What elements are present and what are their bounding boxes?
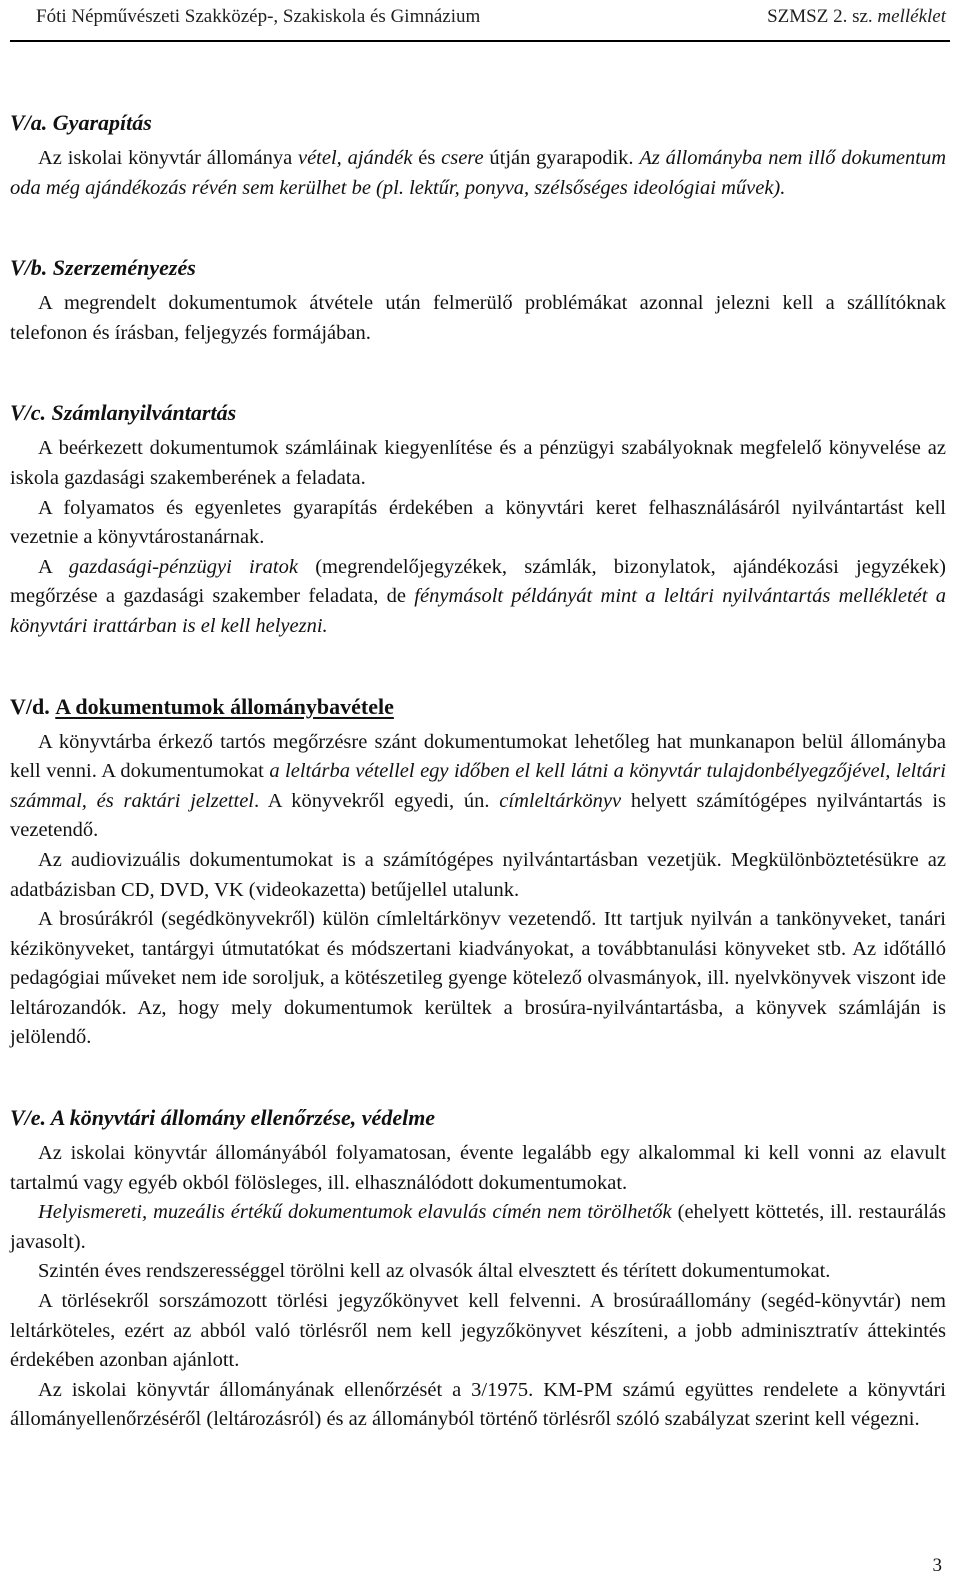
section-gyarapitas xyxy=(10,102,946,203)
section-title: V/a. Gyarapítás xyxy=(10,110,152,135)
paragraph: A folyamatos és egyenletes gyarapítás érdekében a könyvtári keret felhasználásáról nyilvántartást kell vezetnie a könyvtárostanárnak. xyxy=(10,496,946,549)
section-szamlanyilvantartas xyxy=(10,392,946,641)
text-run-italic: vétel, ajándék xyxy=(297,147,413,169)
paragraph: A megrendelt dokumentumok átvétele után felmerülő problémákat azonnal jelezni kell a szállítóknak telefonon és írásban, feljegyzés formájában. xyxy=(10,292,946,344)
text-run-italic: a leltárba vétellel egy időben el kell látni a könyvtár tulajdonbélyegzőjével, leltári számmal, és raktári jelzettel xyxy=(10,760,946,812)
paragraph: A beérkezett dokumentumok számláinak kiegyenlítése és a pénzügyi szabályoknak megfelelő könyvelése az iskola gazdasági szakemberének a feladata. xyxy=(10,437,946,489)
text-run: A könyvtárba érkező tartós megőrzésre szánt dokumentumokat lehetőleg hat munkanapon belül állományba kell venni. A dokumentumokat xyxy=(10,730,946,783)
section-title-text: A dokumentumok állománybavétele xyxy=(55,693,394,719)
section-title: V/c. Számlanyilvántartás xyxy=(10,400,237,426)
paragraph xyxy=(10,553,946,642)
text-run: (ehelyett köttetés, ill. restaurálás javasolt). xyxy=(10,1201,946,1253)
page-header xyxy=(36,2,946,32)
section-allomanybavetel xyxy=(10,686,946,1054)
text-run-italic: csere xyxy=(441,147,484,169)
paragraph xyxy=(10,728,946,846)
text-run: (megrendelőjegyzékek, számlák, bizonylatok, ajándékozási jegyzékek) megőrzése a gazdasági szakember feladata, de xyxy=(10,555,946,608)
text-run: és xyxy=(412,147,442,169)
text-run: Az iskolai könyvtár állománya xyxy=(38,147,298,169)
paragraph xyxy=(10,1198,946,1257)
text-run-italic: gazdasági-pénzügyi iratok xyxy=(68,555,298,578)
page-number: 3 xyxy=(932,1555,942,1576)
paragraph: A törlésekről sorszámozott törlési jegyzőkönyvet kell felvenni. A brosúraállomány (segéd-könyvtár) nem leltárköteles, ezért az abból való törlésről nem kell jegyzőkönyvet készíteni, a jobb adminisztratív áttekintés érdekében azonban ajánlott. xyxy=(10,1290,946,1372)
header-rule xyxy=(10,40,950,42)
text-run: . A könyvekről egyedi, ún. xyxy=(253,789,500,812)
text-run: helyett számítógépes nyilvántartás is vezetendő. xyxy=(10,789,946,842)
header-school-name: Fóti Népművészeti Szakközép-, Szakiskola és Gimnázium xyxy=(36,6,481,27)
section-number: V/d. xyxy=(10,693,50,719)
text-run-italic: fénymásolt példányát mint a leltári nyilvántartás mellékletét a könyvtári irattárban is el kell helyezni. xyxy=(10,585,946,637)
paragraph: Az iskolai könyvtár állományából folyamatosan, évente legalább egy alkalommal ki kell vonni az elavult tartalmú vagy egyéb okból fölösleges, ill. elhasználódott dokumentumokat. xyxy=(10,1142,946,1194)
section-szerzemenyezes xyxy=(10,247,946,348)
paragraph: Az iskolai könyvtár állományának ellenőrzését a 3/1975. KM-PM számú együttes rendelete a könyvtári állományellenőrzéséről (leltározásról) és az állományból történő törlésről szóló szabályzat szerint kell végezni. xyxy=(10,1378,946,1431)
section-title: V/e. A könyvtári állomány ellenőrzése, védelme xyxy=(10,1105,436,1131)
text-run: A xyxy=(38,555,69,578)
header-attachment: melléklet xyxy=(877,6,946,27)
text-run: útján gyarapodik. xyxy=(483,147,640,169)
document-body xyxy=(10,102,946,1435)
section-title: V/b. Szerzeményezés xyxy=(10,255,196,281)
paragraph: A brosúrákról (segédkönyvekről) külön címleltárkönyv vezetendő. Itt tartjuk nyilván a tankönyveket, tanári kézikönyveket, tantárgyi útmutatókat és módszertani kiadványokat, a továbbtanulási könyveket stb. Az időtálló pedagógiai műveket nem ide soroljuk, a kötészetileg gyenge kötelező olvasmányok, ill. nyelvkönyvek viszont ide leltározandók. Az, hogy mely dokumentumok kerültek a brosúra-nyilvántartásba, a könyvek számláján is jelölendő. xyxy=(10,908,946,1049)
header-szmsz: SZMSZ 2. sz. xyxy=(767,6,873,27)
header-document-ref xyxy=(767,2,946,32)
paragraph xyxy=(10,144,946,203)
paragraph: Szintén éves rendszerességgel törölni kell az olvasók által elvesztett és térített dokumentumokat. xyxy=(38,1260,831,1283)
text-run-italic: Helyismereti, muzeális értékű dokumentumok elavulás címén nem törölhetők xyxy=(38,1201,672,1224)
paragraph: Az audiovizuális dokumentumokat is a számítógépes nyilvántartásban vezetjük. Megkülönböztetésükre az adatbázisban CD, DVD, VK (videokazetta) betűjellel utalunk. xyxy=(10,848,946,901)
text-run-italic: címleltárkönyv xyxy=(499,789,622,812)
text-run-italic: Az állományba nem illő dokumentum oda még ajándékozás révén sem kerülhet be (pl. lektűr, ponyva, szélsőséges ideológiai művek). xyxy=(10,147,947,199)
section-title xyxy=(10,686,946,728)
section-ellenorzes xyxy=(10,1097,946,1435)
